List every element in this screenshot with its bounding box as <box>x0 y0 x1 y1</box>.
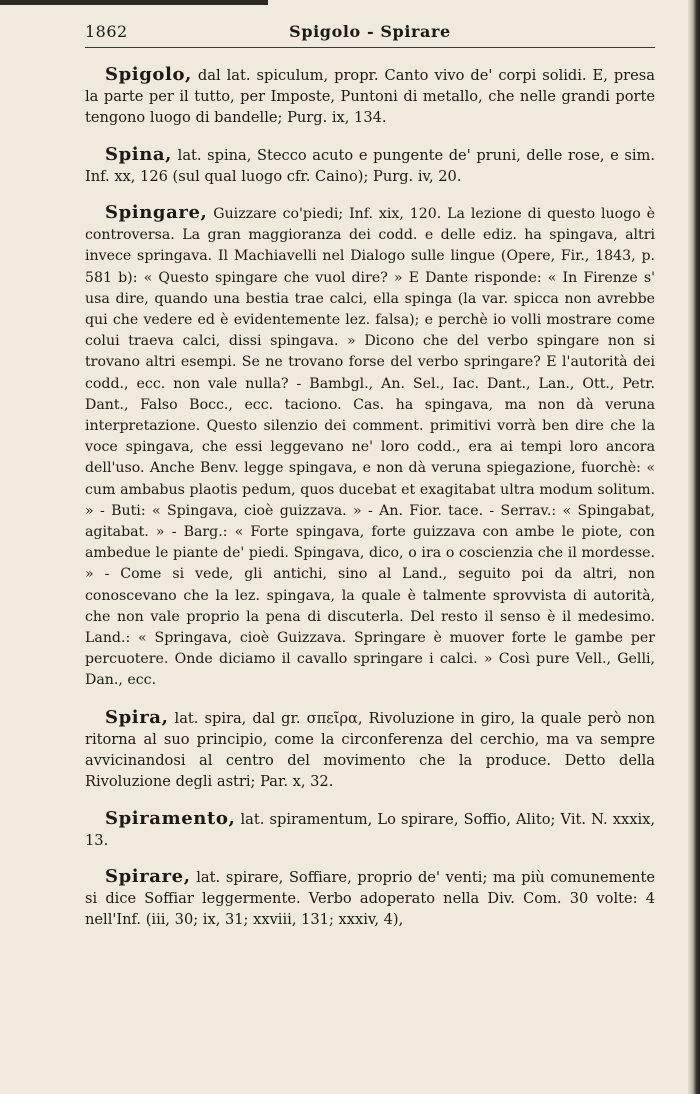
entry-text: Guizzare co'piedi; Inf. xix, 120. La lezione di questo luogo è controversa. La gran maggioranza dei codd. e delle ediz. ha spingava, altri invece springava. Il Machiavelli nel Dialogo sulle lingue (Opere, Fir., 1843, p. 581 b): « Questo spingare che vuol dire? » E Dante risponde: « In Firenze s' usa dire, quando una bestia trae calci, ella spinga (la var. spicca non avrebbe qui che vedere ed è evidentemente lez. falsa); e perchè io volli mostrare come colui traeva calci, dissi spingava. » Dicono che del verbo spingare non si trovano altri esempi. Se ne trovano forse del verbo springare? E l'autorità dei codd., ecc. non vale nulla? - Bambgl., An. Sel., Iac. Dant., Lan., Ott., Petr. Dant., Falso Bocc., ecc. taciono. Cas. ha spingava, ma non dà veruna interpretazione. Questo silenzio dei comment. primitivi vorrà ben dire che la voce spingava, che essi leggevano ne' loro codd., era ai tempi loro ancora dell'uso. Anche Benv. legge spingava, e non dà veruna spiegazione, fuorchè: « cum ambabus plaotis pedum, quos ducebat et exagitabat ultra modum solitum. » - Buti: « Spingava, cioè guizzava. » - An. Fior. tace. - Serrav.: « Spingabat, agitabat. » - Barg.: « Forte spingava, forte guizzava con ambe le piote, con ambedue le piante de' piedi. Spingava, dico, o ira o coscienzia che il mordesse. » - Come si vede, gli antichi, sino al Land., seguito poi da altri, non conoscevano che la lez. spingava, la quale è talmente sprovvista di autorità, che non vale proprio la pena di discuterla. Del resto il senso è il medesimo. Land.: « Springava, cioè Guizzava. Springare è muover forte le gambe per percuotere. Onde diciamo il cavallo springare i calci. » Così pure Vell., Gelli, Dan., ecc. <box>85 206 655 689</box>
page-header <box>85 20 655 48</box>
entry-text: lat. spira, dal gr. σπεῖρα, Rivoluzione in giro, la quale però non ritorna al suo principio, come la circonferenza del cerchio, ma va sempre avvicinandosi al centro del movimento che la produce. Detto della Rivoluzione degli astri; Par. x, 32. <box>85 709 655 791</box>
headword: Spiramento, <box>105 807 236 829</box>
entry-spirare <box>85 866 655 931</box>
running-title: Spigolo - Spirare <box>289 22 451 41</box>
header-rule <box>85 47 655 48</box>
entry-spigolo <box>85 64 655 129</box>
entry-text: lat. spiramentum, Lo spirare, Soffio, Alito; Vit. N. xxxix, 13. <box>85 810 655 849</box>
headword: Spingare, <box>105 202 208 224</box>
headword: Spina, <box>105 143 173 165</box>
page-binding-edge <box>688 0 700 1094</box>
headword: Spirare, <box>105 865 191 887</box>
headword: Spira, <box>105 706 169 728</box>
entry-spira <box>85 707 655 793</box>
top-edge-bar <box>0 0 268 5</box>
entry-spina <box>85 144 655 187</box>
headword: Spigolo, <box>105 64 192 85</box>
entry-spingare <box>85 202 655 692</box>
page-number: 1862 <box>85 22 128 41</box>
entry-spiramento <box>85 808 655 851</box>
entry-text: lat. spina, Stecco acuto e pungente de' pruni, delle rose, e sim. Inf. xx, 126 (sul qual luogo cfr. Caino); Purg. iv, 20. <box>85 146 655 185</box>
entry-text: lat. spirare, Soffiare, proprio de' venti; ma più comunemente si dice Soffiar leggermente. Verbo adoperato nella Div. Com. 30 volte: 4 nell'Inf. (iii, 30; ix, 31; xxviii, 131; xxxiv, 4), <box>85 868 655 929</box>
entry-text: dal lat. spiculum, propr. Canto vivo de' corpi solidi. E, presa la parte per il tutto, per Imposte, Puntoni di metallo, che nelle grandi porte tengono luogo di bandelle; Purg. ix, 134. <box>85 67 655 127</box>
entries <box>85 64 655 946</box>
